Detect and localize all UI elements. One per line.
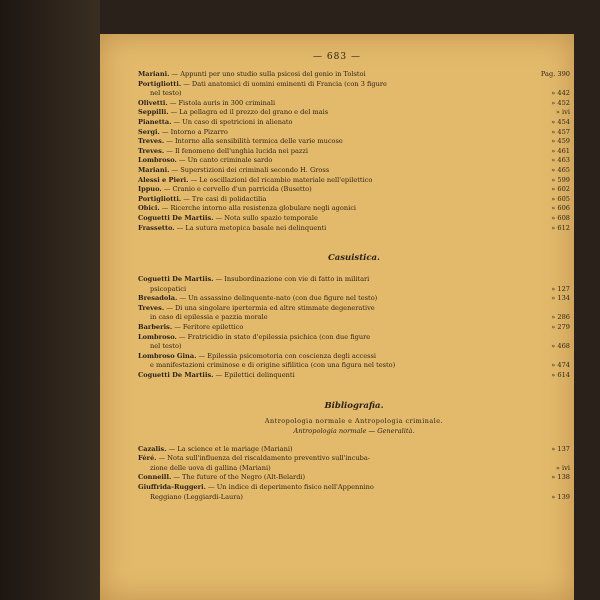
entry-title: — Feritore epilettico	[174, 323, 244, 332]
entry-page-number: » 474	[551, 361, 570, 370]
entry-title: — Tre casi di polidactilia	[183, 194, 267, 203]
casuistica-title: Casuistica.	[327, 253, 381, 264]
entry-author: Lombroso Gina.	[138, 351, 197, 360]
entry-page-number: » 463	[551, 156, 570, 165]
entry-page-number: » 286	[551, 313, 570, 322]
entry-author: Portigliotti.	[138, 79, 182, 88]
entry-author: Portigliotti.	[138, 194, 182, 203]
entry-author: Pianetta.	[138, 117, 172, 126]
entry-author: Coguetti De Martiis.	[138, 275, 214, 284]
entry-title: — Dati anatomici di uomini eminenti di Francia (con 3 figure	[183, 79, 387, 88]
entry-author: Treves.	[138, 303, 165, 312]
entry-page-number: » 602	[551, 185, 570, 194]
entry-title: — Cranio e cervello d'un parricida (Busetto)	[163, 185, 312, 194]
entry-title: — Insubordinazione con vie di fatto in militari	[215, 275, 370, 284]
casuistica-list	[138, 275, 570, 381]
entry-page-number: » ivi	[555, 108, 570, 117]
entry-author: Coguetti De Martiis.	[138, 213, 214, 222]
entry-title: — Nota sull'influenza del riscaldamento preventivo sull'incuba-	[158, 454, 371, 463]
index-entry	[138, 294, 570, 304]
index-entry	[138, 473, 570, 483]
entry-page-number: » 459	[551, 137, 570, 146]
entry-author: Mariani.	[138, 70, 170, 78]
index-entry	[138, 323, 570, 333]
bibliografia-subsubtitle: Antropologia normale — Generalità.	[293, 426, 415, 435]
index-entry	[138, 118, 570, 128]
entry-author: Sergi.	[138, 127, 160, 136]
entry-page-number: » 127	[551, 284, 570, 293]
entry-author: Barberis.	[138, 323, 173, 332]
entry-author: Ippuo.	[138, 185, 162, 194]
entry-page-number: » 137	[551, 444, 570, 453]
index-entry	[138, 166, 570, 176]
entry-title-continuation: nel testo)	[150, 89, 182, 98]
bibliografia-subtitle: Antropologia normale e Antropologia criminale.	[264, 416, 444, 425]
index-content	[138, 70, 570, 502]
bibliografia-list	[138, 445, 570, 503]
entry-title: — Un caso di spetricioni in alienato	[173, 117, 293, 126]
entry-page-number: » 454	[551, 117, 570, 126]
bibliografia-title: Bibliografia.	[324, 400, 384, 411]
entry-title-continuation: in caso di epilessia e pazzia morale	[150, 313, 268, 322]
index-entry	[138, 176, 570, 186]
entry-title: — Ricerche intorno alla resistenza globulare negli agonici	[161, 204, 357, 213]
entry-page-number: » 452	[551, 98, 570, 107]
entry-author: Olivetti.	[138, 98, 168, 107]
entry-author: Alessi e Pieri.	[138, 175, 189, 184]
index-entry	[138, 204, 570, 214]
entry-page-number: » 442	[551, 89, 570, 98]
entries-list	[138, 70, 570, 233]
entry-title: — Appunti per uno studio sulla psicosi del genio in Tolstoi	[171, 70, 366, 78]
index-entry	[138, 224, 570, 234]
index-entry	[138, 156, 570, 166]
index-entry	[138, 147, 570, 157]
entry-title: — Nota sullo spazio temporale	[215, 213, 318, 222]
index-entry	[138, 352, 570, 371]
entry-page-number: » 134	[551, 294, 570, 303]
entry-page-number: » 468	[551, 342, 570, 351]
entry-page-number: » 608	[551, 213, 570, 222]
index-entry	[138, 333, 570, 352]
entry-title: — Intorno a Pizarro	[161, 127, 228, 136]
index-entry	[138, 185, 570, 195]
index-entry	[138, 195, 570, 205]
entry-author: Obici.	[138, 204, 160, 213]
entry-author: Lombroso.	[138, 332, 177, 341]
entry-page-number: » 465	[551, 165, 570, 174]
entry-title-continuation: nel testo)	[150, 342, 182, 351]
entry-title: — Fratricidio in stato d'epilessia psichica (con due figure	[178, 332, 371, 341]
entry-page-number: » 461	[551, 146, 570, 155]
entry-title: — Un assassino delinquente-nato (con due figure nel testo)	[179, 294, 378, 303]
entry-title: — Superstizioni dei criminali secondo H. Gross	[171, 165, 330, 174]
entry-page-number: » 457	[551, 127, 570, 136]
entry-page-number: » 279	[551, 323, 570, 332]
book-gutter	[0, 0, 100, 600]
index-entry	[138, 108, 570, 118]
entry-title: — The future of the Negro (Alt-Belardi)	[173, 473, 306, 482]
entry-author: Bresadola.	[138, 294, 178, 303]
index-entry	[138, 454, 570, 473]
entry-title: — Fistola auris in 300 criminali	[169, 98, 276, 107]
entry-title: — Epilettici delinquenti	[215, 371, 295, 380]
entry-author: Seppilli.	[138, 108, 169, 117]
book-page	[100, 34, 574, 600]
entry-page-number: » 139	[551, 492, 570, 501]
entry-title-continuation: Reggiano (Leggiardi-Laura)	[150, 492, 243, 501]
entry-page-number: » 138	[551, 473, 570, 482]
index-entry	[138, 214, 570, 224]
entry-author: Lombroso.	[138, 156, 177, 165]
index-entry	[138, 137, 570, 147]
entry-author: Mariani.	[138, 165, 170, 174]
index-entry	[138, 445, 570, 455]
entry-author: Frassetto.	[138, 223, 175, 232]
entry-title: — Epilessia psicomotoria con coscienza degli accessi	[198, 351, 377, 360]
entry-title-continuation: e manifestazioni criminose e di origine sifilitica (con una figura nel testo)	[150, 361, 396, 370]
entry-title: — Il fenomeno dell'unghia lucida nei pazzi	[166, 146, 308, 155]
index-entry	[138, 99, 570, 109]
index-entry	[138, 304, 570, 323]
entry-title: — La sutura metopica basale nei delinquenti	[176, 223, 327, 232]
entry-title: — La science et le mariage (Mariani)	[168, 444, 293, 453]
entry-author: Cazalis.	[138, 444, 167, 453]
entry-page-number: » 605	[551, 194, 570, 203]
entry-title: — Di una singolare ipertermia ed altre stimmate degenerative	[166, 303, 375, 312]
entry-title-continuation: zione delle uova di gallina (Mariani)	[150, 463, 271, 472]
entry-title: — La pellagra ed il prezzo del grano e del mais	[170, 108, 329, 117]
entry-title: — Un canto criminale sardo	[178, 156, 273, 165]
entry-page-number: » 612	[551, 223, 570, 232]
entry-author: Treves.	[138, 137, 165, 146]
entry-author: Giuffrida-Ruggeri.	[138, 483, 206, 491]
index-entry	[138, 275, 570, 294]
page-number: — 683 —	[313, 52, 361, 62]
entry-title: — Intorno alla sensibilità termica delle varie mucose	[166, 137, 343, 146]
entry-page-number: » 606	[551, 204, 570, 213]
entry-title: — Un indice di deperimento fisico nell'Appennino	[208, 483, 374, 491]
index-entry	[138, 80, 570, 99]
entry-author: Féré.	[138, 454, 157, 463]
index-entry	[138, 483, 570, 502]
index-entry	[138, 128, 570, 138]
entry-page-number: » 614	[551, 371, 570, 380]
entry-page-number: » 599	[551, 175, 570, 184]
entry-page-number: Pag. 390	[540, 70, 570, 78]
entry-title-continuation: psicopatici	[150, 284, 187, 293]
entry-title: — Le oscillazioni del ricambio materiale nell'epilettico	[190, 175, 373, 184]
index-entry	[138, 371, 570, 381]
entry-author: Conneill.	[138, 473, 172, 482]
entry-page-number: » ivi	[555, 463, 570, 472]
entry-author: Treves.	[138, 146, 165, 155]
index-entry	[138, 70, 570, 80]
entry-author: Coguetti De Martiis.	[138, 371, 214, 380]
